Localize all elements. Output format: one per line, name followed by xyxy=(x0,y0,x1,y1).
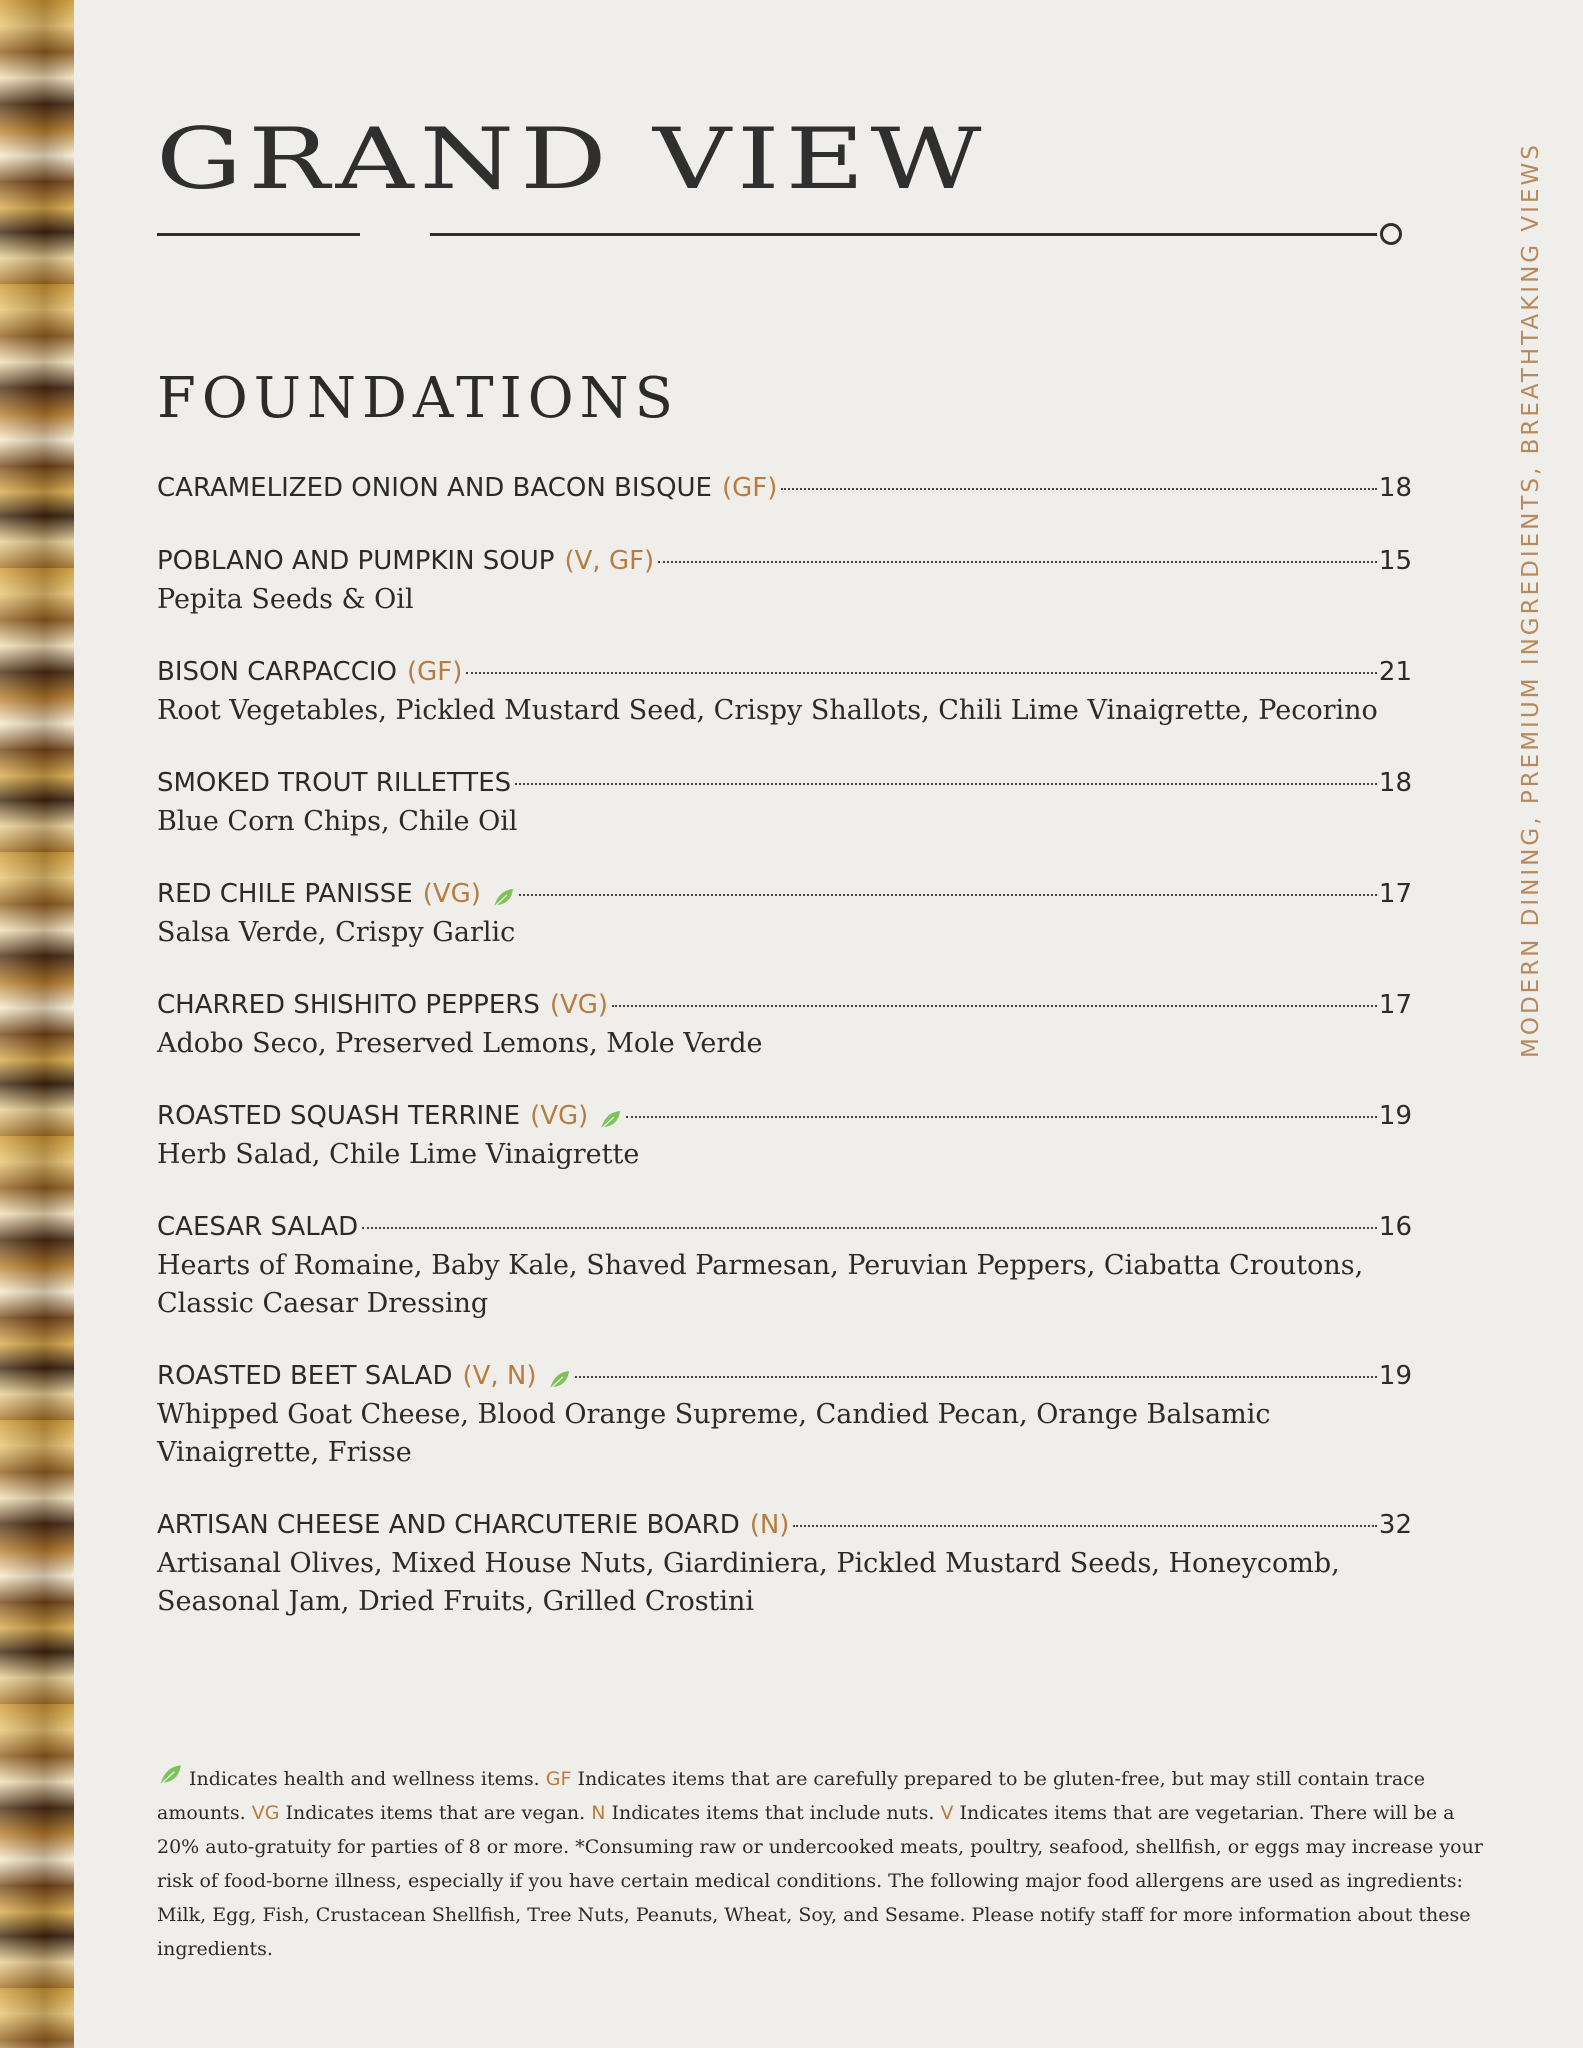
menu-item xyxy=(157,1207,1412,1323)
menu-item xyxy=(157,1096,1412,1174)
menu-item-price: 21 xyxy=(1378,657,1412,687)
menu-item-price: 19 xyxy=(1378,1361,1412,1391)
footnote-gf-tag: GF xyxy=(545,1768,572,1790)
menu-item-header xyxy=(157,1096,1412,1136)
footnote-gf-text: Indicates items that are carefully prepared to be gluten-free, but may still contain trace amounts. xyxy=(157,1768,1426,1824)
menu-item-name: BISON CARPACCIO xyxy=(157,657,397,687)
dietary-tags: (VG) xyxy=(549,990,609,1020)
menu-item-description: Salsa Verde, Crispy Garlic xyxy=(157,917,516,948)
menu-item xyxy=(157,468,1412,508)
menu-item-header xyxy=(157,874,1412,914)
menu-item xyxy=(157,985,1412,1063)
dietary-tags: (VG) xyxy=(422,879,481,909)
menu-item-name: ROASTED BEET SALAD xyxy=(157,1361,453,1391)
menu-item-price: 17 xyxy=(1378,990,1412,1020)
menu-item-header xyxy=(157,652,1412,692)
dot-leader xyxy=(575,1376,1377,1378)
menu-item xyxy=(157,1356,1412,1472)
menu-item-name: POBLANO AND PUMPKIN SOUP xyxy=(157,546,555,576)
leaf-icon xyxy=(547,1364,571,1388)
menu-item-header xyxy=(157,763,1412,803)
menu-item-price: 32 xyxy=(1378,1510,1412,1540)
menu-item xyxy=(157,1505,1412,1621)
footnote-vg-text: Indicates items that are vegan. xyxy=(285,1802,586,1824)
title-ring-ornament xyxy=(1380,223,1402,245)
dot-leader xyxy=(519,894,1377,896)
menu-item-name: ROASTED SQUASH TERRINE xyxy=(157,1101,521,1131)
menu-item-name: CARAMELIZED ONION AND BACON BISQUE xyxy=(157,473,712,503)
dot-leader xyxy=(466,672,1377,674)
menu-item-description: Hearts of Romaine, Baby Kale, Shaved Parmesan, Peruvian Peppers, Ciabatta Croutons, Classic Caesar Dressing xyxy=(157,1250,1364,1319)
menu-item-header xyxy=(157,541,1412,581)
menu-item-price: 17 xyxy=(1378,879,1412,909)
footnote xyxy=(157,1762,1487,1966)
section-title: FOUNDATIONS xyxy=(157,366,679,431)
footnote-n-text: Indicates items that include nuts. xyxy=(611,1802,935,1824)
footnote-vg-tag: VG xyxy=(251,1802,280,1824)
dietary-tags: (GF) xyxy=(406,657,463,687)
brand-title: GRAND VIEW xyxy=(156,110,988,209)
menu-item-price: 18 xyxy=(1378,768,1412,798)
footnote-n-tag: N xyxy=(591,1802,606,1824)
menu-item-header xyxy=(157,1356,1412,1396)
menu-item xyxy=(157,652,1412,730)
menu-item-price: 18 xyxy=(1378,473,1412,503)
menu-list xyxy=(157,468,1412,1654)
dot-leader xyxy=(612,1005,1377,1007)
menu-item-description: Root Vegetables, Pickled Mustard Seed, Crispy Shallots, Chili Lime Vinaigrette, Pecorino xyxy=(157,695,1378,726)
menu-item-name: ARTISAN CHEESE AND CHARCUTERIE BOARD xyxy=(157,1510,740,1540)
footnote-leaf-text: Indicates health and wellness items. xyxy=(189,1768,540,1790)
dietary-tags: (GF) xyxy=(722,473,778,503)
menu-item-header xyxy=(157,1207,1412,1247)
menu-item-name: CAESAR SALAD xyxy=(157,1212,359,1242)
menu-item-price: 19 xyxy=(1378,1101,1412,1131)
tagline: MODERN DINING, PREMIUM INGREDIENTS, BREATHTAKING VIEWS xyxy=(1518,142,1544,1058)
menu-item-name: RED CHILE PANISSE xyxy=(157,879,413,909)
menu-item-price: 16 xyxy=(1378,1212,1412,1242)
leaf-icon xyxy=(157,1762,183,1788)
dietary-tags: (N) xyxy=(749,1510,790,1540)
title-underline-gap xyxy=(360,226,430,240)
menu-item-header xyxy=(157,985,1412,1025)
menu-item-header xyxy=(157,468,1412,508)
menu-item-description: Whipped Goat Cheese, Blood Orange Supreme, Candied Pecan, Orange Balsamic Vinaigrette, Frisse xyxy=(157,1399,1271,1468)
menu-item-description: Artisanal Olives, Mixed House Nuts, Giardiniera, Pickled Mustard Seeds, Honeycomb, Seasonal Jam, Dried Fruits, Grilled Crostini xyxy=(157,1548,1340,1617)
dot-leader xyxy=(781,488,1377,490)
footnote-v-tag: V xyxy=(940,1802,954,1824)
menu-item-description: Herb Salad, Chile Lime Vinaigrette xyxy=(157,1139,640,1170)
dot-leader xyxy=(626,1116,1377,1118)
dot-leader xyxy=(515,783,1377,785)
footnote-v-text: Indicates items that are vegetarian. There will be a 20% auto-gratuity for parties of 8 or more. *Consuming raw or undercooked meats, poultry, seafood, shellfish, or eggs may increase your risk of food-borne illness, especially if you have certain medical conditions. The following major food allergens are used as ingredients: Milk, Egg, Fish, Crustacean Shellfish, Tree Nuts, Peanuts, Wheat, Soy, and Sesame. Please notify staff for more information about these ingredients. xyxy=(157,1802,1483,1960)
menu-item xyxy=(157,763,1412,841)
dietary-tags: (VG) xyxy=(530,1101,589,1131)
leaf-icon xyxy=(598,1104,622,1128)
menu-item-name: CHARRED SHISHITO PEPPERS xyxy=(157,990,540,1020)
dietary-tags: (V, GF) xyxy=(564,546,655,576)
dot-leader xyxy=(658,561,1377,563)
dietary-tags: (V, N) xyxy=(462,1361,537,1391)
dot-leader xyxy=(362,1227,1377,1229)
menu-item-name: SMOKED TROUT RILLETTES xyxy=(157,768,512,798)
title-underline xyxy=(157,233,1377,236)
menu-item-description: Adobo Seco, Preserved Lemons, Mole Verde xyxy=(157,1028,763,1059)
menu-item xyxy=(157,541,1412,619)
menu-item-description: Pepita Seeds & Oil xyxy=(157,584,414,615)
menu-item-header xyxy=(157,1505,1412,1545)
menu-item-price: 15 xyxy=(1378,546,1412,576)
dot-leader xyxy=(793,1525,1376,1527)
menu-item-description: Blue Corn Chips, Chile Oil xyxy=(157,806,518,837)
leaf-icon xyxy=(491,882,515,906)
decorative-agate-strip xyxy=(0,0,74,2048)
menu-item xyxy=(157,874,1412,952)
